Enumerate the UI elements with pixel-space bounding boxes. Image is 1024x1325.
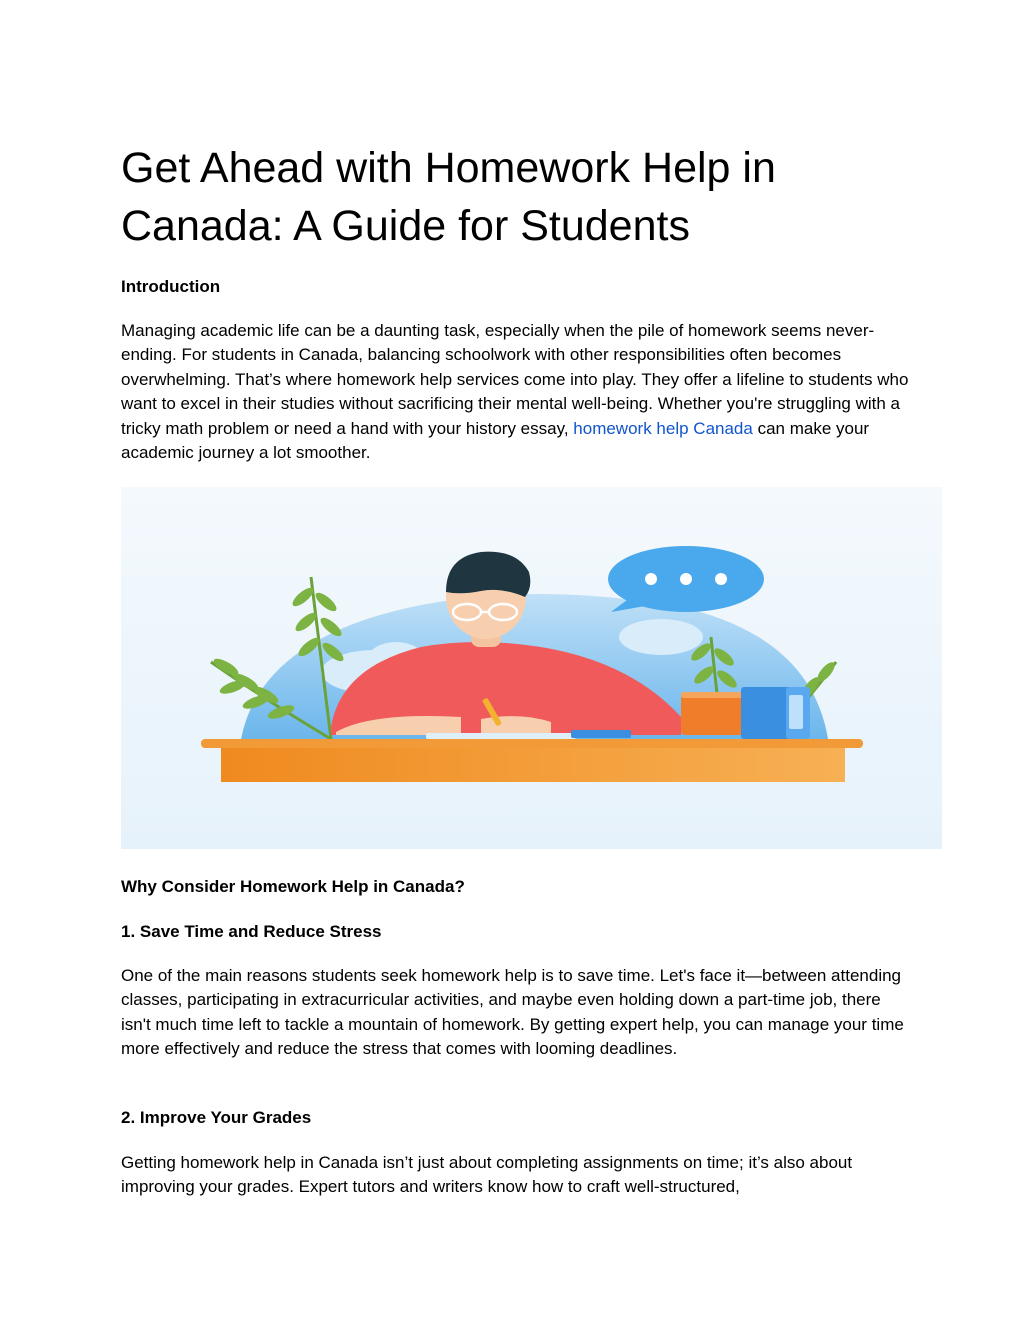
section-heading: Why Consider Homework Help in Canada? [121,877,465,896]
paper-sheet [426,733,576,739]
point1-paragraph: One of the main reasons students seek homework help is to save time. Let's face it—between attending classes, participating in extracurricular activities, and maybe even holding down a part-time job, there isn't much time left to tackle a mountain of homework. By getting expert help, you can manage your time more effectively and reduce the stress that comes with looming deadlines. [121,966,904,1059]
notebook [571,730,631,738]
desk-front [221,748,845,782]
homework-help-canada-link[interactable]: homework help Canada [573,418,753,438]
speech-bubble-icon [608,546,764,612]
document-title: Get Ahead with Homework Help in Canada: A Guide for Students [121,144,776,250]
intro-text-start: Managing academic life can be a daunting task, especially when the pile of homework seems never-ending. For students in Canada, balancing schoolwork with other responsibilities often becomes overwhelming. That’s where homework help services come into play. They offer a lifeline to students who want to excel in their studies without sacrificing their mental well-being. Whether you're struggling with a tricky math problem or need a hand with your history essay, [121,321,909,438]
point1-heading: 1. Save Time and Reduce Stress [121,922,382,941]
student-studying-illustration [121,487,942,849]
intro-text-end: can make your academic journey a lot smoother. [121,418,870,463]
intro-paragraph [121,319,911,465]
books-stack-icon [681,687,810,739]
desk-top [201,739,863,748]
intro-heading: Introduction [121,277,221,296]
point2-paragraph: Getting homework help in Canada isn’t just about completing assignments on time; it’s also about improving your grades. Expert tutors and writers know how to craft well-structured, [121,1153,853,1197]
point2-heading: 2. Improve Your Grades [121,1108,312,1127]
cloud-right [619,619,703,655]
